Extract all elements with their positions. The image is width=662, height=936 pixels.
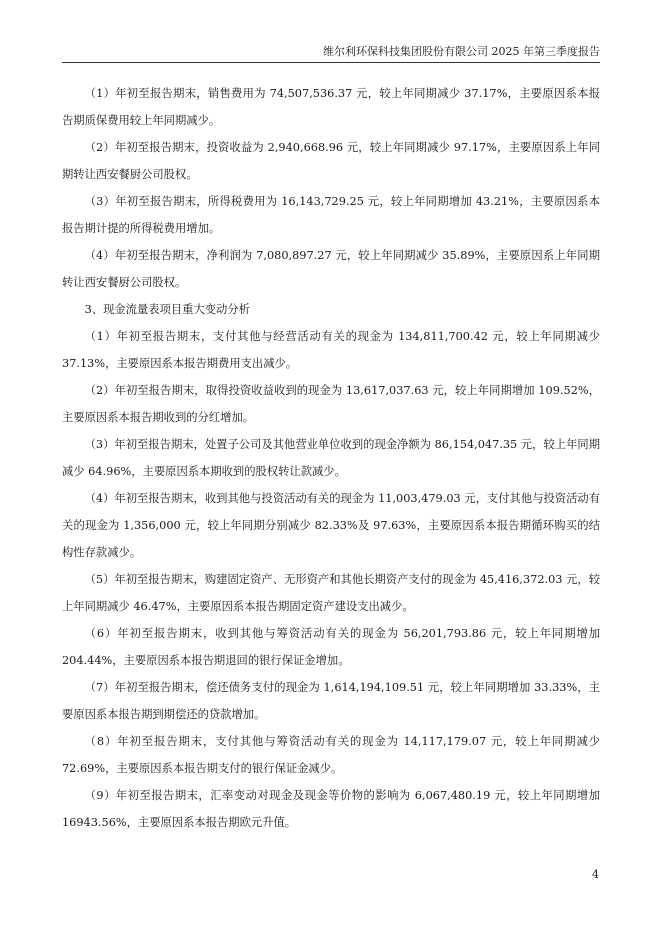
page-header	[62, 44, 600, 63]
paragraph-operating-cash: （1）年初至报告期末，支付其他与经营活动有关的现金为 134,811,700.42 元，较上年同期减少 37.13%，主要原因系本报告期费用支出减少。	[62, 330, 600, 370]
document-body	[62, 80, 600, 836]
header-title: 维尔利环保科技集团股份有限公司 2025 年第三季度报告	[323, 45, 600, 58]
section-title-cash-flow: 3、现金流量表项目重大变动分析	[84, 303, 250, 316]
paragraph-financing-received: （6）年初至报告期末，收到其他与筹资活动有关的现金为 56,201,793.86 元，较上年同期增加 204.44%，主要原因系本报告期退回的银行保证金增加。	[62, 627, 600, 667]
paragraph-financing-paid: （8）年初至报告期末，支付其他与筹资活动有关的现金为 14,117,179.07 元，较上年同期减少 72.69%，主要原因系本报告期支付的银行保证金减少。	[62, 735, 600, 775]
paragraph-other-investment: （4）年初至报告期末，收到其他与投资活动有关的现金为 11,003,479.03 元，支付其他与投资活动有关的现金为 1,356,000 元，较上年同期分别减少 82.33%及 97.63%，主要原因系本报告期循环购买的结构性存款减少。	[62, 492, 600, 559]
page-number: 4	[592, 868, 599, 881]
paragraph-exchange-rate: （9）年初至报告期末，汇率变动对现金及现金等价物的影响为 6,067,480.19 元，较上年同期增加 16943.56%，主要原因系本报告期欧元升值。	[62, 789, 600, 829]
paragraph-debt-repayment: （7）年初至报告期末，偿还债务支付的现金为 1,614,194,109.51 元，较上年同期增加 33.33%，主要原因系本报告期到期偿还的贷款增加。	[62, 681, 600, 721]
paragraph-income-tax: （3）年初至报告期末，所得税费用为 16,143,729.25 元，较上年同期增加 43.21%，主要原因系本报告期计提的所得税费用增加。	[62, 195, 600, 235]
paragraph-subsidiary-disposal: （3）年初至报告期末，处置子公司及其他营业单位收到的现金净额为 86,154,047.35 元，较上年同期减少 64.96%，主要原因系本期收到的股权转让款减少。	[62, 438, 600, 478]
paragraph-net-profit: （4）年初至报告期末，净利润为 7,080,897.27 元，较上年同期减少 35.89%，主要原因系上年同期转让西安餐厨公司股权。	[62, 249, 600, 289]
paragraph-fixed-assets: （5）年初至报告期末，购建固定资产、无形资产和其他长期资产支付的现金为 45,416,372.03 元，较上年同期减少 46.47%，主要原因系本报告期固定资产建设支出减少。	[62, 573, 600, 613]
paragraph-investment-cash: （2）年初至报告期末，取得投资收益收到的现金为 13,617,037.63 元，较上年同期增加 109.52%，主要原因系本报告期收到的分红增加。	[62, 384, 600, 424]
paragraph-selling-expenses: （1）年初至报告期末，销售费用为 74,507,536.37 元，较上年同期减少 37.17%，主要原因系本报告期质保费用较上年同期减少。	[62, 87, 600, 127]
paragraph-investment-income: （2）年初至报告期末，投资收益为 2,940,668.96 元，较上年同期减少 97.17%，主要原因系上年同期转让西安餐厨公司股权。	[62, 141, 600, 181]
